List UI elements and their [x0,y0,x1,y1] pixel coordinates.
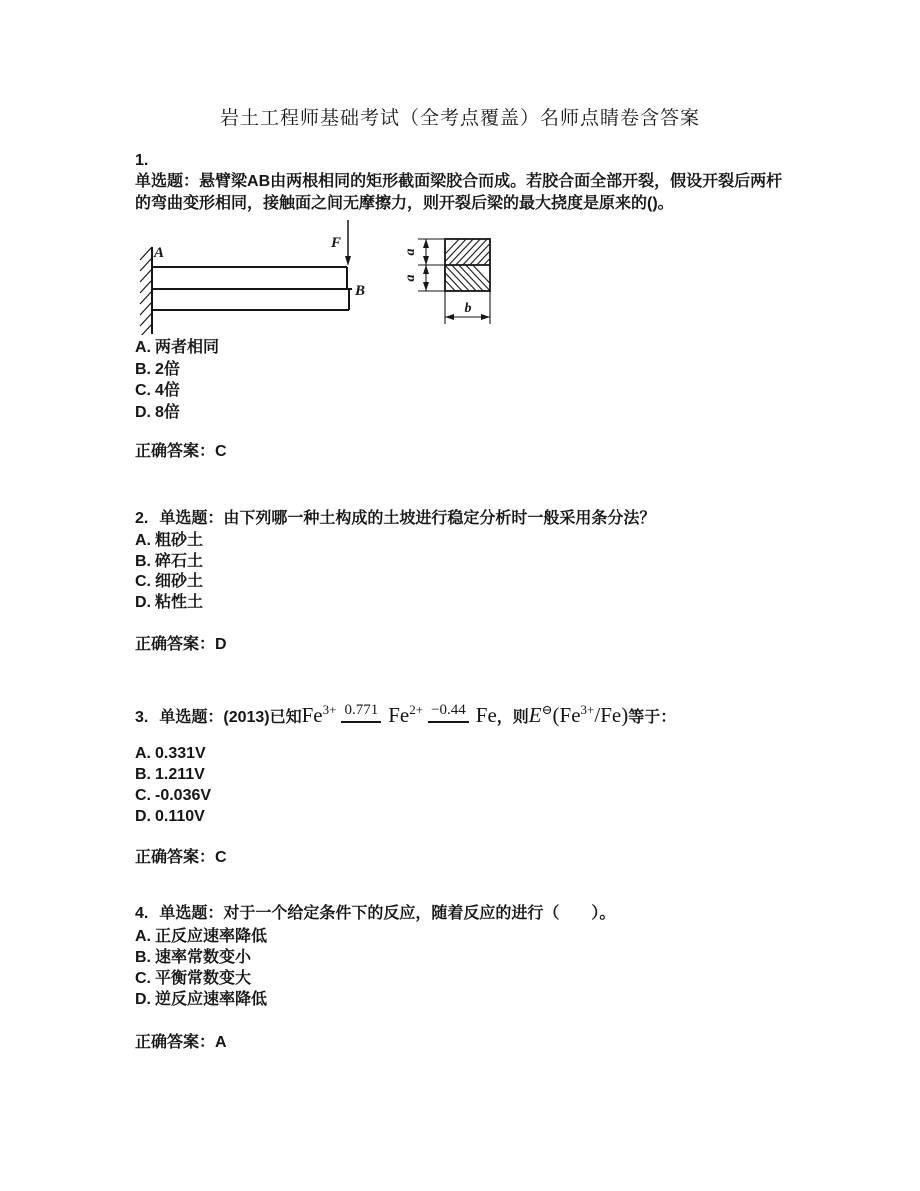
formula-e-symbol: E⊖ [528,702,553,727]
beam-figure [137,217,507,335]
option-letter: A. [135,928,151,945]
options-list [135,531,803,613]
option-text: -0.036V [155,787,212,804]
question-type-label: 单选题： [159,510,224,527]
option-text: 两者相同 [155,339,220,356]
dim-a-lower-label: a [403,274,418,282]
answer-letter: C [215,849,227,866]
option-d [135,593,803,614]
option-a [135,926,803,947]
question-number: 1. [135,152,149,169]
option-a [135,337,803,359]
formula-expression: $(Fe^{3+}/Fe)$ [552,702,629,727]
fixed-end-label: A [154,245,165,261]
option-text: 正反应速率降低 [155,928,268,945]
question-number: 4. [135,905,149,922]
option-text: 4倍 [155,382,180,399]
question-stem-text: 悬臂梁AB由两根相同的矩形截面梁胶合而成。若胶合面全部开裂，假设开裂后两杆的弯曲变形相同，接触面之间无摩擦力，则开裂后梁的最大挠度是原来的()。 [135,173,783,212]
option-d [135,806,803,827]
option-d [135,989,803,1010]
option-text: 碎石土 [155,552,204,570]
question-4 [135,903,803,1053]
options-list [135,743,803,827]
formula-outro: 等于： [628,709,677,726]
cross-section-hatch-top [431,235,507,269]
options-list [135,926,803,1010]
formula-connector: ，则 [496,709,529,726]
question-1 [135,150,803,462]
option-c [135,785,803,806]
option-text: 细砂土 [155,573,204,590]
option-letter: A. [135,745,151,762]
answer-line [135,847,803,868]
option-text: 8倍 [155,403,180,421]
wall-hatch [140,247,152,335]
question-type-label: 单选题： [159,709,224,726]
option-text: 2倍 [155,360,180,378]
option-letter: D. [135,403,151,421]
question-2 [135,508,803,655]
answer-line [135,441,803,462]
option-text: 1.211V [155,766,205,783]
option-b [135,552,803,573]
answer-prefix: 正确答案： [135,1034,216,1051]
options-list [135,337,803,423]
option-letter: C. [135,787,151,804]
option-letter: C. [135,573,151,590]
formula-species-1: $Fe^{3+}$ [301,702,337,727]
option-text: 0.331V [155,745,206,762]
option-text: 速率常数变小 [155,949,252,966]
question-number: 3. [135,709,149,726]
option-text: 平衡常数变大 [155,970,252,987]
force-label: F [331,235,342,251]
answer-line [135,634,803,655]
option-a [135,531,803,552]
beam-lines [152,267,352,310]
formula-species-3: Fe [475,703,497,727]
option-c [135,380,803,402]
option-a [135,743,803,764]
option-letter: C. [135,970,151,987]
dim-b-label: b [464,301,472,316]
force-arrow [345,220,351,266]
dim-a-upper-label: a [403,248,418,256]
option-c [135,572,803,593]
formula-intro: (2013)已知 [223,709,302,726]
option-b [135,947,803,968]
question-heading [135,700,803,741]
option-b [135,359,803,381]
option-letter: C. [135,382,151,399]
answer-letter: D [215,636,227,653]
formula-potential-2: −0.44 [428,700,469,723]
answer-letter: C [215,443,227,460]
option-letter: D. [135,991,151,1008]
option-text: 粘性土 [155,593,204,611]
option-letter: B. [135,766,151,783]
option-letter: B. [135,360,151,378]
question-heading [135,508,803,529]
free-end-label: B [355,283,366,299]
option-letter: D. [135,808,151,825]
option-c [135,968,803,989]
answer-line [135,1032,803,1053]
question-stem-text: 由下列哪一种土构成的土坡进行稳定分析时一般采用条分法？ [223,510,656,527]
option-text: 逆反应速率降低 [155,991,268,1008]
option-letter: A. [135,339,151,356]
option-text: 0.110V [155,808,205,825]
option-letter: A. [135,532,151,549]
option-text: 粗砂土 [155,532,204,549]
formula-potential-1: 0.771 [341,700,381,723]
answer-prefix: 正确答案： [135,636,216,653]
answer-letter: A [215,1034,227,1051]
option-b [135,764,803,785]
answer-prefix: 正确答案： [135,443,216,460]
answer-prefix: 正确答案： [135,849,216,866]
question-number: 2. [135,510,149,527]
question-heading [135,903,803,924]
formula-species-2: $Fe^{2+}$ [388,702,424,727]
question-type-label: 单选题： [135,173,200,190]
option-letter: B. [135,949,151,966]
question-type-label: 单选题： [159,905,224,922]
option-letter: D. [135,593,151,611]
question-3 [135,700,803,868]
option-d [135,402,803,424]
option-letter: B. [135,552,151,570]
dimension-a [418,239,445,291]
question-stem-text: 对于一个给定条件下的反应，随着反应的进行（ ）。 [223,905,616,922]
page-title: 岩土工程师基础考试（全考点覆盖）名师点睛卷含答案 [219,108,700,129]
question-stem [135,171,783,215]
